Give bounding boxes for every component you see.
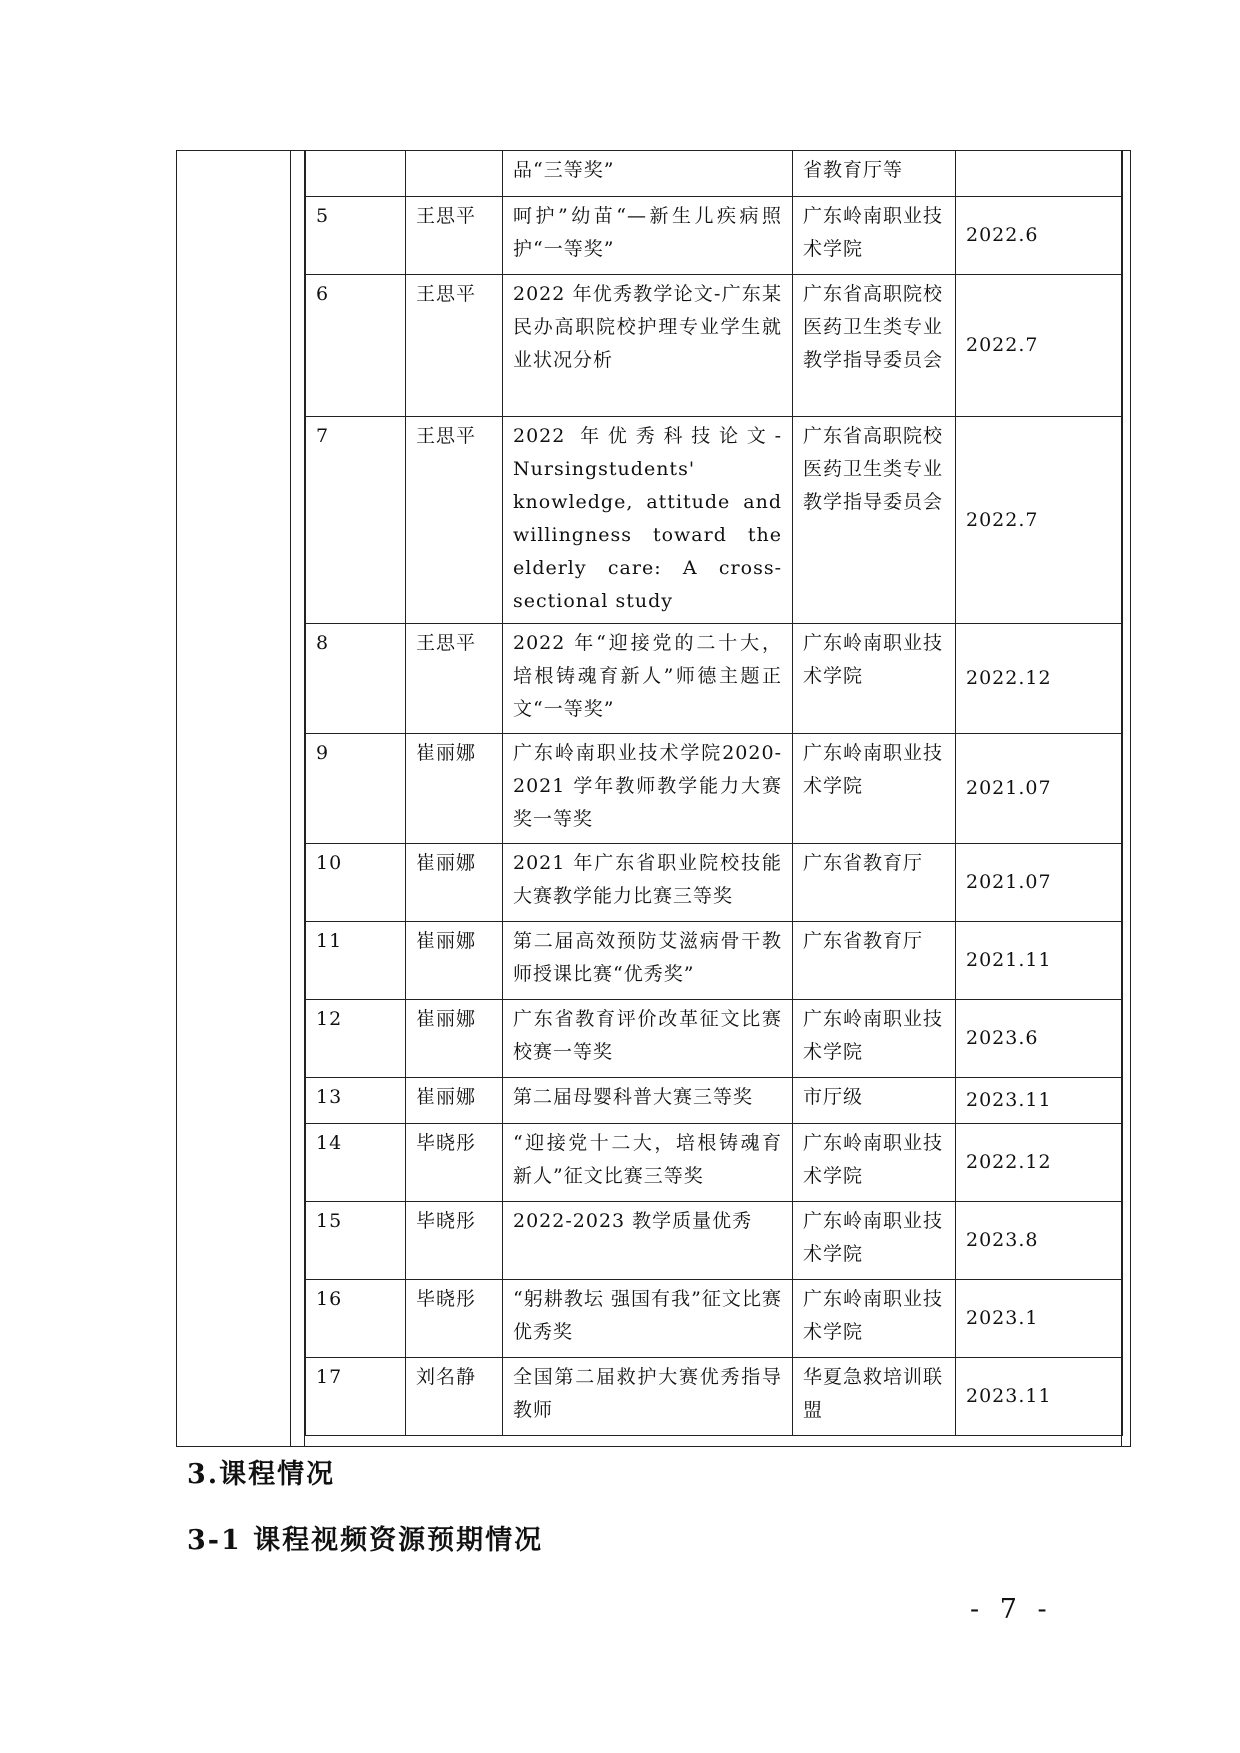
table-row [306, 197, 1123, 275]
cell-name: 毕晓彤 [406, 1124, 503, 1202]
cell-name: 毕晓彤 [406, 1280, 503, 1358]
page-number: - 7 - [970, 1594, 1053, 1625]
cell-date: 2021.11 [956, 922, 1123, 1000]
cell-name: 崔丽娜 [406, 734, 503, 844]
cell-issuer: 广东省教育厅 [793, 922, 956, 1000]
cell-no: 17 [306, 1358, 406, 1436]
cell-name: 崔丽娜 [406, 844, 503, 922]
cell-no: 8 [306, 624, 406, 734]
cell-name: 崔丽娜 [406, 922, 503, 1000]
table-row [306, 1078, 1123, 1124]
cell-content: 2022 年优秀科技论文-Nursingstudents' knowledge, attitude and willingness toward the elderly care: A cross-sectional study [503, 417, 793, 624]
cell-no: 16 [306, 1280, 406, 1358]
cell-issuer: 广东岭南职业技术学院 [793, 1280, 956, 1358]
cell-name: 崔丽娜 [406, 1000, 503, 1078]
cell-no: 12 [306, 1000, 406, 1078]
cell-date: 2023.11 [956, 1078, 1123, 1124]
cell-name: 王思平 [406, 275, 503, 417]
cell-content: “迎接党十二大，培根铸魂育新人”征文比赛三等奖 [503, 1124, 793, 1202]
cell-content: 广东省教育评价改革征文比赛校赛一等奖 [503, 1000, 793, 1078]
cell-date: 2022.12 [956, 624, 1123, 734]
cell-issuer: 广东岭南职业技术学院 [793, 1124, 956, 1202]
cell-no: 11 [306, 922, 406, 1000]
table-row [306, 624, 1123, 734]
cell-issuer: 省教育厅等 [793, 151, 956, 197]
cell-content: “躬耕教坛 强国有我”征文比赛优秀奖 [503, 1280, 793, 1358]
cell-issuer: 广东岭南职业技术学院 [793, 197, 956, 275]
cell-issuer: 广东省教育厅 [793, 844, 956, 922]
table-row [306, 1202, 1123, 1280]
table-row [306, 1124, 1123, 1202]
awards-table-body [306, 151, 1123, 1436]
cell-content: 广东岭南职业技术学院2020-2021 学年教师教学能力大赛奖一等奖 [503, 734, 793, 844]
cell-issuer: 华夏急救培训联盟 [793, 1358, 956, 1436]
cell-date: 2022.7 [956, 417, 1123, 624]
cell-no: 9 [306, 734, 406, 844]
cell-name: 毕晓彤 [406, 1202, 503, 1280]
cell-content: 第二届母婴科普大赛三等奖 [503, 1078, 793, 1124]
table-row [306, 275, 1123, 417]
cell-no: 14 [306, 1124, 406, 1202]
cell-date: 2022.7 [956, 275, 1123, 417]
cell-no: 10 [306, 844, 406, 922]
cell-date: 2023.8 [956, 1202, 1123, 1280]
cell-name: 崔丽娜 [406, 1078, 503, 1124]
table-row [306, 734, 1123, 844]
table-row [306, 1280, 1123, 1358]
cell-issuer: 广东岭南职业技术学院 [793, 1000, 956, 1078]
cell-no: 5 [306, 197, 406, 275]
cell-issuer: 广东岭南职业技术学院 [793, 624, 956, 734]
cell-content: 第二届高效预防艾滋病骨干教师授课比赛“优秀奖” [503, 922, 793, 1000]
cell-date: 2023.6 [956, 1000, 1123, 1078]
cell-content: 2021 年广东省职业院校技能大赛教学能力比赛三等奖 [503, 844, 793, 922]
cell-name [406, 151, 503, 197]
table-row [306, 1000, 1123, 1078]
cell-no: 15 [306, 1202, 406, 1280]
cell-name: 王思平 [406, 624, 503, 734]
cell-no [306, 151, 406, 197]
cell-no: 6 [306, 275, 406, 417]
cell-issuer: 市厅级 [793, 1078, 956, 1124]
cell-date: 2022.12 [956, 1124, 1123, 1202]
table-row [306, 844, 1123, 922]
outer-label-column [177, 151, 291, 1446]
table-row [306, 1358, 1123, 1436]
cell-content: 呵护”幼苗“—新生儿疾病照护“一等奖” [503, 197, 793, 275]
cell-issuer: 广东省高职院校医药卫生类专业教学指导委员会 [793, 417, 956, 624]
cell-no: 13 [306, 1078, 406, 1124]
cell-date: 2021.07 [956, 734, 1123, 844]
awards-table [305, 150, 1123, 1436]
cell-date: 2021.07 [956, 844, 1123, 922]
subsection-heading: 3-1 课程视频资源预期情况 [187, 1525, 544, 1556]
cell-name: 王思平 [406, 197, 503, 275]
table-row [306, 922, 1123, 1000]
cell-issuer: 广东省高职院校医药卫生类专业教学指导委员会 [793, 275, 956, 417]
table-row [306, 417, 1123, 624]
cell-name: 王思平 [406, 417, 503, 624]
cell-name: 刘名静 [406, 1358, 503, 1436]
cell-content: 2022 年“迎接党的二十大，培根铸魂育新人”师德主题正文“一等奖” [503, 624, 793, 734]
cell-content: 2022-2023 教学质量优秀 [503, 1202, 793, 1280]
cell-issuer: 广东岭南职业技术学院 [793, 734, 956, 844]
cell-date: 2023.11 [956, 1358, 1123, 1436]
table-row [306, 151, 1123, 197]
cell-content: 全国第二届救护大赛优秀指导教师 [503, 1358, 793, 1436]
cell-content: 品“三等奖” [503, 151, 793, 197]
section-heading: 3.课程情况 [187, 1459, 336, 1490]
cell-issuer: 广东岭南职业技术学院 [793, 1202, 956, 1280]
cell-no: 7 [306, 417, 406, 624]
cell-date: 2022.6 [956, 197, 1123, 275]
cell-date [956, 151, 1123, 197]
cell-date: 2023.1 [956, 1280, 1123, 1358]
cell-content: 2022 年优秀教学论文-广东某民办高职院校护理专业学生就业状况分析 [503, 275, 793, 417]
